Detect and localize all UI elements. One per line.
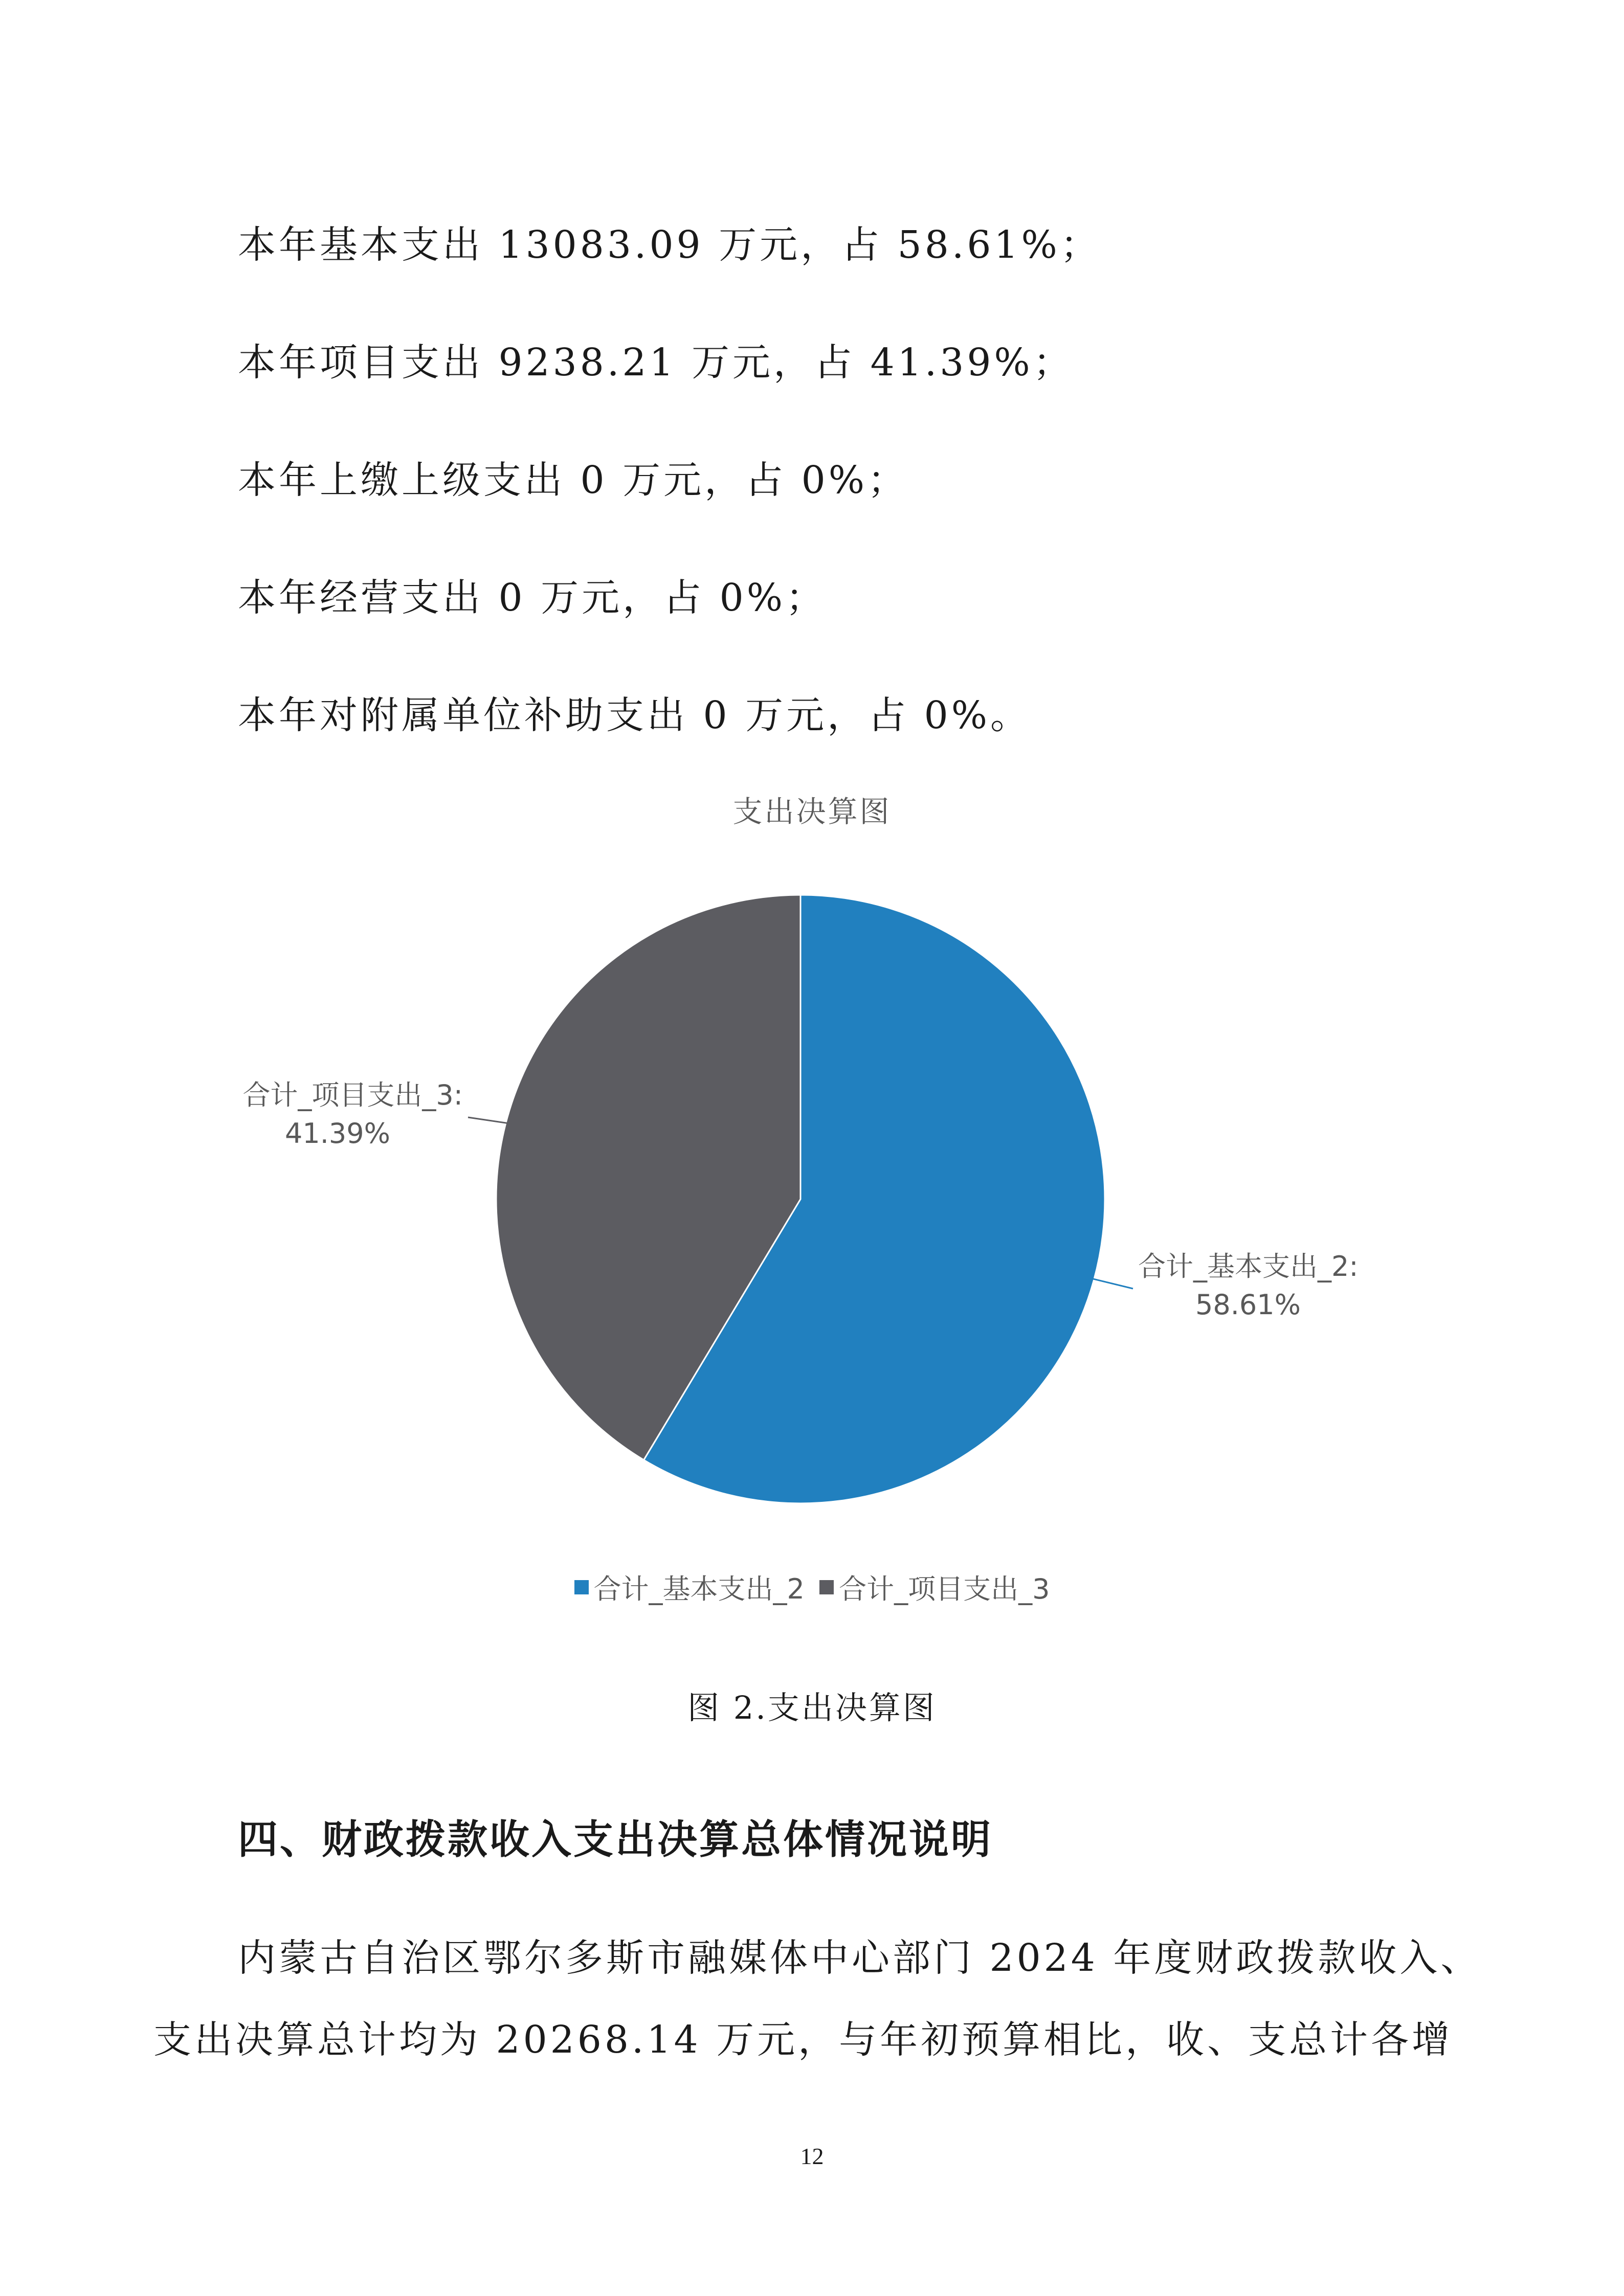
data-label-name-basic: 合计_基本支出_2: [1138, 1250, 1359, 1282]
paragraph-superior-payment: 本年上缴上级支出 0 万元，占 0%； [238, 458, 909, 502]
data-label-name-project: 合计_项目支出_3: [242, 1079, 463, 1111]
figure-caption: 图 2.支出决算图 [687, 1689, 937, 1726]
data-label-value-basic: 58.61% [1195, 1289, 1301, 1321]
section-heading: 四、财政拨款收入支出决算总体情况说明 [238, 1817, 993, 1863]
paragraph-project-expenditure: 本年项目支出 9238.21 万元，占 41.39%； [238, 341, 1074, 385]
legend-swatch-project [819, 1580, 834, 1594]
paragraph-basic-expenditure: 本年基本支出 13083.09 万元，占 58.61%； [238, 223, 1101, 267]
data-label-value-project: 41.39% [285, 1117, 390, 1150]
legend-label-project: 合计_项目支出_3 [839, 1573, 1050, 1605]
section-body-line-1: 内蒙古自治区鄂尔多斯市融媒体中心部门 2024 年度财政拨款收入、 [238, 1936, 1482, 1980]
legend-item-project [819, 1567, 1050, 1607]
page-number: 12 [800, 2143, 824, 2169]
paragraph-subsidy-expenditure: 本年对附属单位补助支出 0 万元，占 0%。 [238, 693, 1032, 737]
chart-title: 支出决算图 [732, 794, 892, 829]
legend-label-basic: 合计_基本支出_2 [593, 1573, 805, 1605]
legend-swatch-basic [574, 1580, 589, 1594]
chart-legend [0, 1567, 1624, 1607]
legend-item-basic [574, 1567, 805, 1607]
paragraph-operating-expenditure: 本年经营支出 0 万元，占 0%； [238, 576, 827, 620]
section-body-line-2: 支出决算总计均为 20268.14 万元，与年初预算相比，收、支总计各增 [153, 2018, 1453, 2062]
